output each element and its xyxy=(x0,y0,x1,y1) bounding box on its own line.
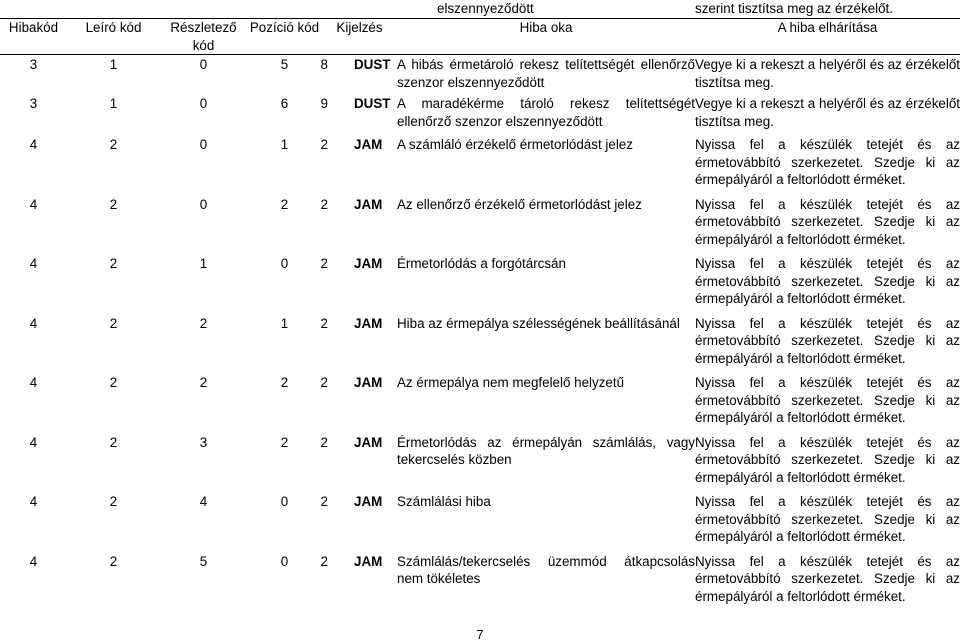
cell-code-5: 2 xyxy=(320,256,328,271)
cell-kijelzes xyxy=(322,55,397,95)
cell-reszletezo-kod: 2 xyxy=(199,375,208,390)
cell-leiro-kod: 2 xyxy=(109,494,118,509)
cell-reszletezo-kod: 0 xyxy=(199,137,208,152)
cell-pozicio-kod: 0 xyxy=(280,494,289,509)
cell-reszletezo-kod: 3 xyxy=(199,434,208,450)
cell-hiba-elharitasa: Vegye ki a rekeszt a helyéről és az érzékelőt tisztítsa meg. xyxy=(695,57,960,90)
cell-pozicio-kod: 2 xyxy=(280,196,289,212)
cell-hiba-oka: A hibás érmetároló rekesz telítettségét ellenőrző szenzor elszennyeződött xyxy=(397,57,695,90)
header-reszletezo-kod: Részletező kód xyxy=(170,20,237,53)
cell-pozicio-kod: 6 xyxy=(280,96,289,111)
cell-leiro-kod: 2 xyxy=(109,315,118,331)
cell-kijelzes xyxy=(322,312,397,372)
cell-display: JAM xyxy=(354,137,383,152)
cell-code-5: 2 xyxy=(320,494,328,509)
cell-code-5: 8 xyxy=(320,57,328,72)
cell-code-5: 2 xyxy=(320,315,328,331)
cell-hibakod: 4 xyxy=(29,256,38,271)
cell-reszletezo-kod: 0 xyxy=(199,196,208,212)
cell-display: JAM xyxy=(354,434,383,450)
cell-hiba-oka: Számlálási hiba xyxy=(397,494,491,509)
table-row xyxy=(0,193,960,253)
cell-leiro-kod: 1 xyxy=(109,57,118,72)
cell-hibakod: 4 xyxy=(29,315,38,331)
cell-code-5: 2 xyxy=(320,196,328,212)
table-row xyxy=(0,133,960,193)
cell-leiro-kod: 1 xyxy=(109,96,118,111)
cell-code-5: 2 xyxy=(320,553,328,569)
cell-hiba-elharitasa: Nyissa fel a készülék tetejét és az érmetovábbító szerkezetet. Szedje ki az érmepályáról a feltorlódott érméket. xyxy=(695,137,960,187)
carryover-action: szerint tisztítsa meg az érzékelőt. xyxy=(695,1,893,16)
cell-hiba-oka: Az ellenőrző érzékelő érmetorlódást jelez xyxy=(397,196,642,212)
cell-hibakod: 4 xyxy=(29,137,38,152)
cell-hiba-oka: A maradékérme tároló rekesz telítettségét ellenőrző szenzor elszennyeződött xyxy=(397,96,695,129)
cell-pozicio-kod: 0 xyxy=(280,553,289,569)
cell-pozicio-kod: 2 xyxy=(280,434,289,450)
cell-display: JAM xyxy=(354,315,383,331)
cell-hibakod: 4 xyxy=(29,494,38,509)
cell-display: DUST xyxy=(354,57,391,72)
cell-hiba-oka: Az érmepálya nem megfelelő helyzetű xyxy=(397,375,625,390)
carryover-description: elszennyeződött xyxy=(437,1,534,16)
cell-pozicio-kod: 1 xyxy=(280,137,289,152)
cell-leiro-kod: 2 xyxy=(109,434,118,450)
cell-hiba-oka: Számlálás/tekercselés üzemmód átkapcsolás nem tökéletes xyxy=(397,553,695,586)
cell-code-5: 2 xyxy=(320,434,328,450)
cell-hiba-oka: Hiba az érmepálya szélességének beállításánál xyxy=(397,315,680,331)
cell-kijelzes xyxy=(322,431,397,491)
cell-hiba-oka: A számláló érzékelő érmetorlódást jelez xyxy=(397,137,633,152)
cell-display: JAM xyxy=(354,256,383,271)
cell-hiba-elharitasa: Nyissa fel a készülék tetejét és az érmetovábbító szerkezetet. Szedje ki az érmepályáról a feltorlódott érméket. xyxy=(695,256,960,306)
cell-display: JAM xyxy=(354,494,383,509)
cell-leiro-kod: 2 xyxy=(109,137,118,152)
cell-hibakod: 3 xyxy=(29,96,38,111)
cell-hiba-elharitasa: Nyissa fel a készülék tetejét és az érmetovábbító szerkezetet. Szedje ki az érmepályáról a feltorlódott érméket. xyxy=(695,375,960,425)
cell-display: JAM xyxy=(354,375,383,390)
cell-hiba-elharitasa: Nyissa fel a készülék tetejét és az érmetovábbító szerkezetet. Szedje ki az érmepályáról a feltorlódott érméket. xyxy=(695,315,960,366)
cell-kijelzes xyxy=(322,94,397,133)
header-hiba-oka: Hiba oka xyxy=(519,20,573,35)
cell-display: DUST xyxy=(354,96,391,111)
cell-pozicio-kod: 2 xyxy=(280,375,289,390)
cell-pozicio-kod: 0 xyxy=(280,256,289,271)
cell-leiro-kod: 2 xyxy=(109,375,118,390)
cell-kijelzes xyxy=(322,490,397,550)
header-leiro-kod: Leíró kód xyxy=(85,20,142,35)
cell-code-5: 2 xyxy=(320,137,328,152)
cell-hibakod: 3 xyxy=(29,57,38,72)
cell-reszletezo-kod: 2 xyxy=(199,315,208,331)
cell-hiba-elharitasa: Nyissa fel a készülék tetejét és az érmetovábbító szerkezetet. Szedje ki az érmepályáról a feltorlódott érméket. xyxy=(695,434,960,485)
table-header xyxy=(0,19,960,55)
cell-hibakod: 4 xyxy=(29,196,38,212)
cell-reszletezo-kod: 0 xyxy=(199,96,208,111)
cell-leiro-kod: 2 xyxy=(109,196,118,212)
cell-reszletezo-kod: 5 xyxy=(199,553,208,569)
cell-leiro-kod: 2 xyxy=(109,553,118,569)
cell-hiba-elharitasa: Nyissa fel a készülék tetejét és az érmetovábbító szerkezetet. Szedje ki az érmepályáról a feltorlódott érméket. xyxy=(695,494,960,544)
cell-display: JAM xyxy=(354,196,383,212)
cell-pozicio-kod: 1 xyxy=(280,315,289,331)
table-row xyxy=(0,431,960,491)
cell-reszletezo-kod: 0 xyxy=(199,57,208,72)
table-row xyxy=(0,55,960,95)
cell-kijelzes xyxy=(322,371,397,431)
cell-hiba-elharitasa: Nyissa fel a készülék tetejét és az érmetovábbító szerkezetet. Szedje ki az érmepályáról a feltorlódott érméket. xyxy=(695,196,960,247)
header-kijelzes: Kijelzés xyxy=(336,20,383,35)
page-number: 7 xyxy=(476,627,484,642)
cell-display: JAM xyxy=(354,553,383,569)
cell-code-5: 2 xyxy=(320,375,328,390)
cell-hibakod: 4 xyxy=(29,375,38,390)
cell-hiba-elharitasa: Nyissa fel a készülék tetejét és az érmetovábbító szerkezetet. Szedje ki az érmepályáról a feltorlódott érméket. xyxy=(695,553,960,604)
cell-reszletezo-kod: 4 xyxy=(199,494,208,509)
cell-leiro-kod: 2 xyxy=(109,256,118,271)
header-pozicio-kod: Pozíció kód xyxy=(249,20,320,35)
cell-code-5: 9 xyxy=(320,96,328,111)
cell-kijelzes xyxy=(322,252,397,312)
cell-kijelzes xyxy=(322,550,397,610)
table-row xyxy=(0,312,960,372)
table-row xyxy=(0,94,960,133)
table-row xyxy=(0,371,960,431)
table-row xyxy=(0,252,960,312)
cell-hibakod: 4 xyxy=(29,434,38,450)
cell-hiba-elharitasa: Vegye ki a rekeszt a helyéről és az érzékelőt tisztítsa meg. xyxy=(695,96,960,129)
cell-pozicio-kod: 5 xyxy=(280,57,289,72)
cell-hiba-oka: Érmetorlódás az érmepályán számlálás, vagy tekercselés közben xyxy=(397,434,695,467)
cell-hibakod: 4 xyxy=(29,553,38,569)
cell-kijelzes xyxy=(322,193,397,253)
cell-reszletezo-kod: 1 xyxy=(199,256,208,271)
table-row xyxy=(0,490,960,550)
header-hiba-elharitasa: A hiba elhárítása xyxy=(777,20,878,35)
cell-kijelzes xyxy=(322,133,397,193)
cell-hiba-oka: Érmetorlódás a forgótárcsán xyxy=(397,256,566,271)
header-hibakod: Hibakód xyxy=(8,20,59,35)
table-row xyxy=(0,550,960,610)
carryover-row xyxy=(0,0,960,19)
